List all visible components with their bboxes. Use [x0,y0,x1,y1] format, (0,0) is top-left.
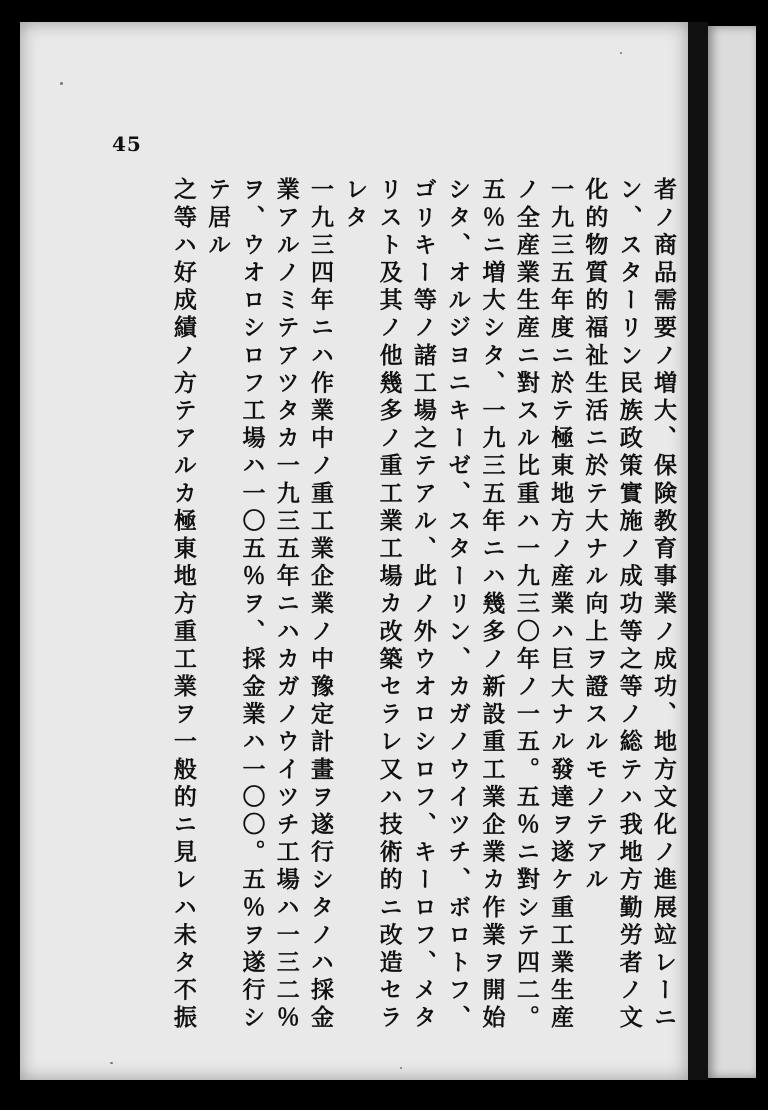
text-column: 五％ニ増大シタ、一九三五年ニハ幾多ノ新設重工業企業カ作業ヲ開始 [478,177,505,1033]
text-column: 之等ハ好成績ノ方テアルカ極東地方重工業ヲ一般的ニ見レハ未タ不振 [169,177,196,1033]
document-page [20,22,688,1080]
page-number: 45 [112,132,142,156]
text-column: 者ノ商品需要ノ増大、保険教育事業ノ成功、地方文化ノ進展竝レーニ [650,177,676,1033]
book-gutter [688,22,708,1080]
text-column: ゴリキー等ノ諸工場之テアル、此ノ外ウオロシロフ、キーロフ、メタ [409,177,436,1033]
paper-speck [400,1067,402,1069]
paper-speck [60,82,63,85]
text-column: シタ、オルジヨニキーゼ、スターリン、カガノウイツチ、ボロトフ、 [444,177,471,1033]
text-column: ノ全産業生産ニ對スル比重ハ一九三〇年ノ一五。五％ニ對シテ四二。 [512,177,539,1033]
paper-speck [620,52,622,54]
text-column: テ居ル [204,177,231,260]
text-column: 化的物質的福祉生活ニ於テ大ナル向上ヲ證スルモノテアル [581,177,608,895]
vertical-text-block [100,177,680,1057]
text-column: 業アルノミテアツタカ一九三五年ニハカガノウイツチ工場ハ一三二％ [272,177,299,1033]
paper-speck [110,1062,113,1064]
adjacent-page-edge [708,26,756,1078]
text-column: 一九三五年度ニ於テ極東地方ノ産業ハ巨大ナル發達ヲ遂ケ重工業生産 [547,177,574,1033]
text-column: ン、スターリン民族政策實施ノ成功等之等ノ総テハ我地方勤労者ノ文 [615,177,642,1033]
text-column: ヲ、ウオロシロフ工場ハ一〇五％ヲ、採金業ハ一〇〇。五％ヲ遂行シ [238,177,265,1033]
text-column: 一九三四年ニハ作業中ノ重工業企業ノ中豫定計畫ヲ遂行シタノハ採金 [307,177,334,1033]
text-column: レタ [341,177,368,233]
text-column: リスト及其ノ他幾多ノ重工業工場カ改築セラレ又ハ技術的ニ改造セラ [375,177,402,1033]
